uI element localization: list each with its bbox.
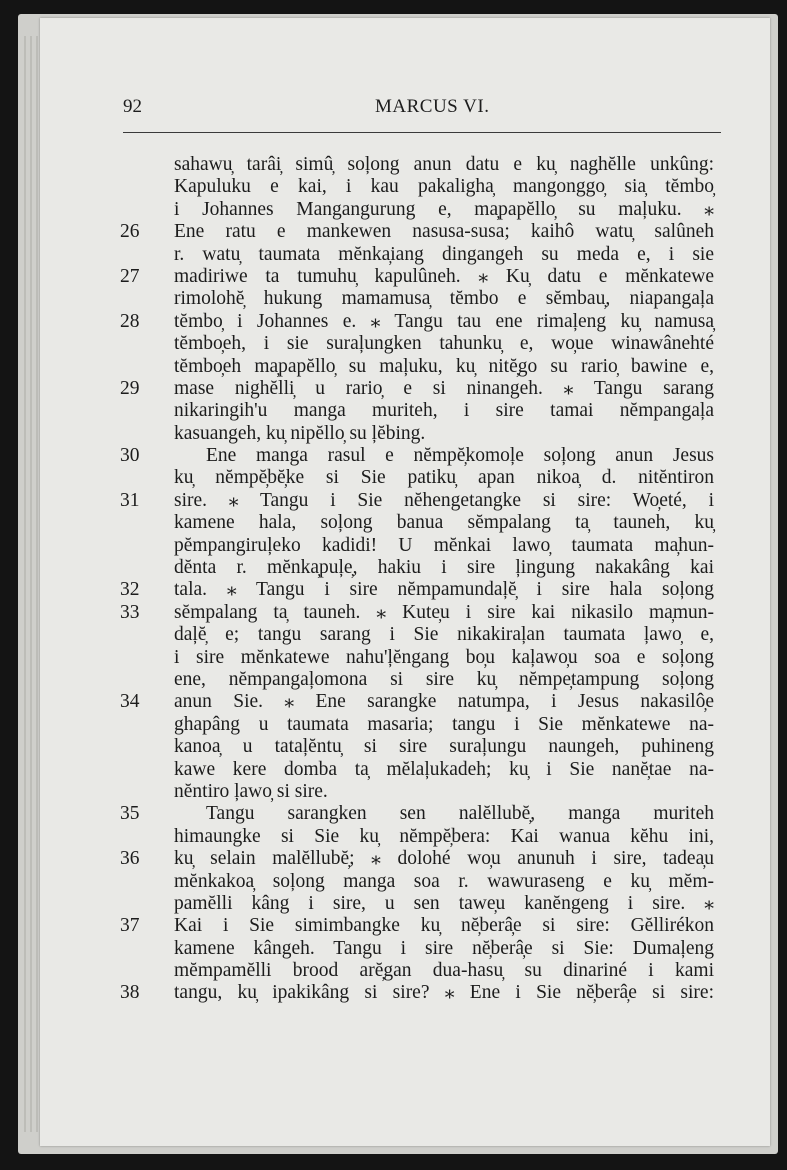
line-text: sire. ⁎ Tangu i Sie nĕhengetangke si sire: Wo̦eté, i (174, 489, 714, 511)
line-text: ene, nĕmpangaļomona si sire ku̦ nĕmpe̦tampung soļong (174, 668, 714, 690)
line-text: tangu, ku̦ ipakikâng si sire? ⁎ Ene i Sie nĕ̦berâ̦e si sire: (174, 982, 714, 1004)
text-line (120, 624, 720, 646)
text-line (120, 647, 720, 669)
text-line (120, 982, 720, 1004)
line-text: Ene ratu e mankewen nasusa-susa; kaihô watu̦ salûneh (174, 221, 714, 243)
verse-number: 36 (120, 848, 140, 870)
line-text: tĕmbo̦eh ma̦papĕllo̦ su maļuku, ku̦ nitĕ̦go su rario̦ bawine e, (174, 355, 714, 377)
line-text: tĕmbo̦ i Johannes e. ⁎ Tangu tau ene rimaļeng ku̦ namusa̦ (174, 310, 714, 332)
text-line (120, 602, 720, 624)
line-text: kasuangeh, ku̦ nipĕllo̦ su ļĕbing. (174, 422, 426, 444)
text-line (120, 244, 720, 266)
line-text: himaungke si Sie ku̦ nĕmpĕ̦bera: Kai wanua kĕhu ini, (174, 825, 714, 847)
text-line (120, 512, 720, 534)
line-text: madiriwe ta tumuhu̦ kapulûneh. ⁎ Ku̦ datu e mĕnkatewe (174, 265, 714, 287)
verse-number: 27 (120, 265, 140, 287)
text-line (120, 736, 720, 758)
body-text (120, 154, 720, 1005)
line-text: kamene kângeh. Tangu i sire nĕ̦berâ̦e si Sie: Dumaļeng (174, 937, 714, 959)
verse-number: 26 (120, 221, 140, 243)
text-line (120, 154, 720, 176)
line-text: sahawu̦ tarâi̦ simû̦ soļong anun datu e ku̦ naghĕlle unkûng: (174, 154, 714, 175)
text-line (120, 960, 720, 982)
verse-number: 29 (120, 377, 140, 399)
text-line (120, 557, 720, 579)
page-header (123, 96, 723, 126)
line-text: Kapuluku e kai, i kau pakaligha̦ mangonggo̦ sia̦ tĕmbo̦ (174, 176, 714, 198)
text-line (120, 333, 720, 355)
verse-number: 33 (120, 601, 140, 623)
text-line (120, 915, 720, 937)
verse-number: 37 (120, 915, 140, 937)
verse-number: 34 (120, 691, 140, 713)
line-text: mĕnkakoa̦ soļong manga soa r. wawuraseng e ku̦ mĕm- (174, 870, 714, 892)
page-edge (36, 36, 38, 1132)
page-edge (30, 36, 32, 1132)
text-line (120, 288, 720, 310)
verse-number: 31 (120, 489, 140, 511)
line-text: i sire mĕnkatewe nahu'ļĕngang bo̦u kaļawo̦u soa e soļong (174, 646, 714, 668)
verse-number: 35 (120, 803, 140, 825)
line-text: mĕmpamĕlli brood arĕ̦gan dua-hasu̦ su dinariné i kami (174, 960, 714, 982)
text-line (120, 938, 720, 960)
line-text: r. watu̦ taumata mĕnka̦iang dingangeh su meda e, i sie (174, 243, 714, 265)
text-line (120, 714, 720, 736)
line-text: sĕmpalang ta̦ tauneh. ⁎ Kute̦u i sire kai nikasilo ma̦mun- (174, 601, 714, 623)
text-line (120, 803, 720, 825)
text-line (120, 266, 720, 288)
page-number: 92 (123, 96, 142, 117)
text-line (120, 423, 720, 445)
line-text: anun Sie. ⁎ Ene sarangke natumpa, i Jesus nakasilô̦e (174, 691, 714, 713)
text-line (120, 781, 720, 803)
text-line (120, 378, 720, 400)
text-line (120, 311, 720, 333)
text-line (120, 893, 720, 915)
verse-number: 30 (120, 445, 140, 467)
line-text: ghapâng u taumata masaria; tangu i Sie mĕnkatewe na- (174, 713, 714, 735)
text-line (120, 669, 720, 691)
line-text: dĕnta r. mĕnka̦puļe̦, hakiu i sire ļingung nakakâng kai (174, 557, 714, 579)
line-text: rimolohĕ̦ hukung mamamusa̦ tĕmbo e sĕmbau̦, niapangaļa (174, 288, 714, 310)
text-line (120, 445, 720, 467)
verse-number: 38 (120, 982, 140, 1004)
text-line (120, 400, 720, 422)
line-text: nikaringih'u manga muriteh, i sire tamai nĕmpangaļa (174, 400, 714, 422)
verse-number: 32 (120, 579, 140, 601)
header-rule (123, 132, 721, 133)
line-text: pĕmpangiruļeko kadidi! U mĕnkai lawo̦ taumata ma̦hun- (174, 534, 714, 556)
line-text: daļĕ̦ e; tangu sarang i Sie nikakiraļan taumata ļawo̦ e, (174, 624, 714, 646)
text-line (120, 535, 720, 557)
text-line (120, 848, 720, 870)
verse-number: 28 (120, 310, 140, 332)
line-text: Tangu sarangken sen nalĕllubĕ̦, manga muriteh (206, 803, 714, 825)
line-text: ku̦ selain malĕllubĕ̦; ⁎ dolohé wo̦u anunuh i sire, tadea̦u (174, 848, 714, 870)
text-line (120, 579, 720, 601)
text-line (120, 467, 720, 489)
line-text: tala. ⁎ Tangu i sire nĕmpamundaļĕ̦ i sire hala soļong (174, 579, 714, 601)
text-line (120, 221, 720, 243)
line-text: nĕntiro ļawo̦ si sire. (174, 780, 328, 802)
running-title: MARCUS VI. (375, 96, 490, 117)
line-text: pamĕlli kâng i sire, u sen tawe̦u kanĕngeng i sire. ⁎ (174, 892, 714, 914)
line-text: kawe kere domba ta̦ mĕlaļukadeh; ku̦ i Sie nanĕ̦tae na- (174, 758, 714, 780)
text-line (120, 176, 720, 198)
line-text: kamene hala, soļong banua sĕmpalang ta̦ tauneh, ku̦ (174, 512, 714, 534)
line-text: Kai i Sie simimbangke ku̦ nĕ̦berâ̦e si sire: Gĕllirékon (174, 915, 714, 937)
text-line (120, 199, 720, 221)
line-text: kanoa̦ u tataļĕntu̦ si sire suraļungu naungeh, puhineng (174, 736, 714, 758)
line-text: tĕmbo̦eh, i sie suraļungken tahunku̦ e, wo̦ue winawânehté (174, 333, 714, 355)
text-line (120, 871, 720, 893)
line-text: i Johannes Mangangurung e, ma̦papĕllo̦ su maļuku. ⁎ (174, 198, 714, 220)
line-text: mase nighĕlli̦ u rario̦ e si ninangeh. ⁎ Tangu sarang (174, 377, 714, 399)
line-text: ku̦ nĕmpĕ̦bĕ̦ke si Sie patiku̦ apan nikoa̦ d. nitĕntiron (174, 467, 714, 489)
text-line (120, 356, 720, 378)
text-line (120, 490, 720, 512)
page-edge (24, 36, 26, 1132)
text-line (120, 759, 720, 781)
text-line (120, 691, 720, 713)
line-text: Ene manga rasul e nĕmpĕ̦komoļe soļong anun Jesus (206, 445, 714, 467)
text-line (120, 826, 720, 848)
